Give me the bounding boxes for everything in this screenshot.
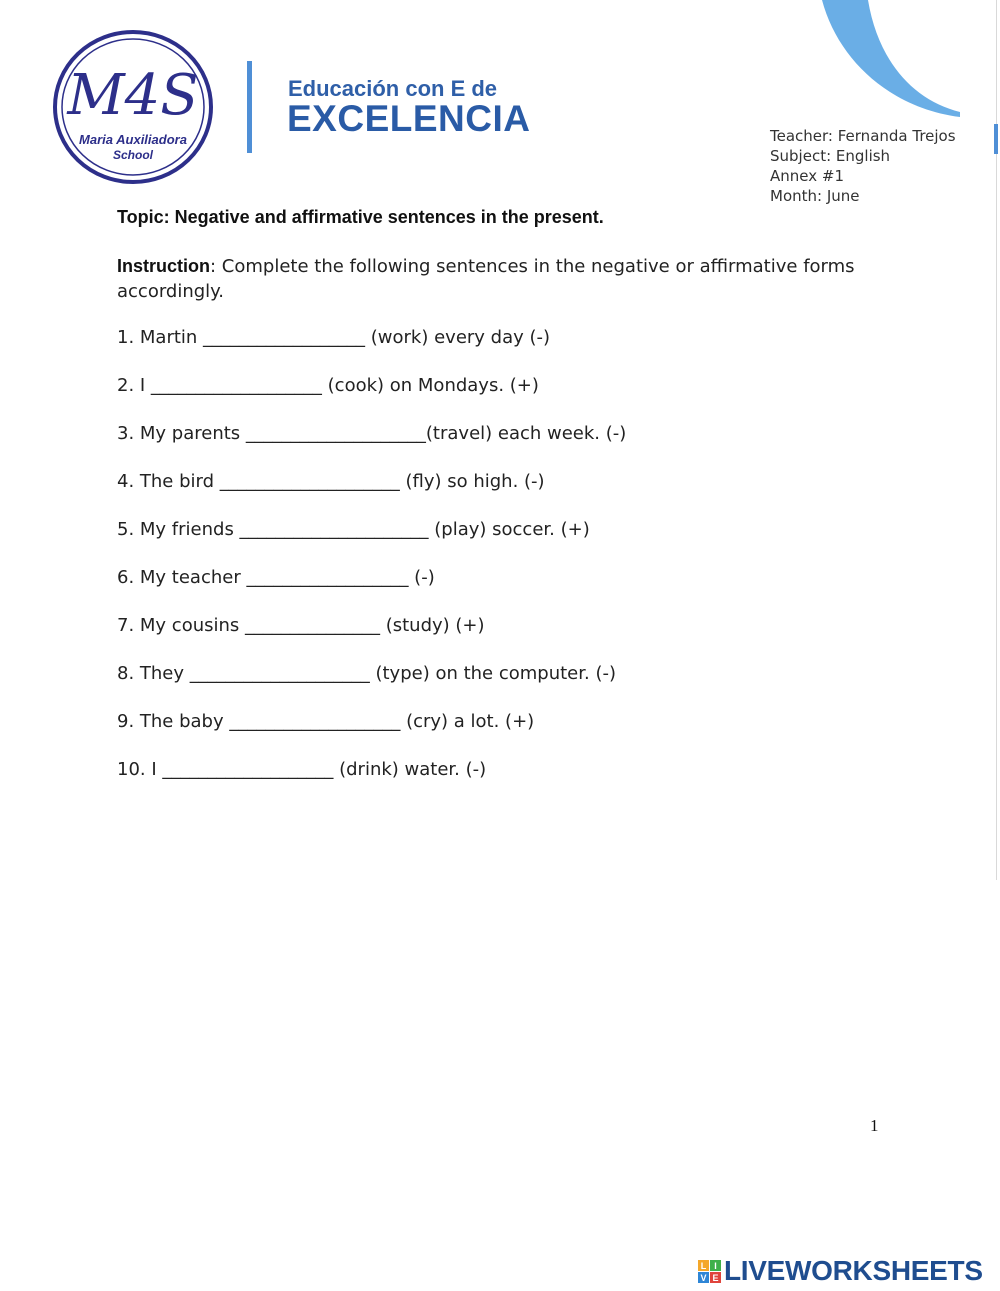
- svg-text:School: School: [112, 148, 154, 162]
- page-number: 1: [870, 1116, 879, 1135]
- annex: Annex #1: [770, 167, 844, 185]
- svg-text:M4S: M4S: [67, 63, 199, 128]
- teacher-name: Teacher: Fernanda Trejos: [770, 127, 956, 145]
- tagline-line2: EXCELENCIA: [287, 98, 531, 139]
- badge-letter: V: [700, 1273, 707, 1283]
- exercise-sentence-7: 7. My cousins _______________ (study) (+): [117, 615, 485, 636]
- liveworksheets-watermark: LIVEWORKSHEETS: [724, 1255, 983, 1286]
- exercise-sentence-9: 9. The baby ___________________ (cry) a lot. (+): [117, 711, 535, 732]
- exercise-list: [117, 326, 626, 806]
- worksheet-meta: [770, 126, 956, 206]
- exercise-sentence-3: 3. My parents ____________________(travel) each week. (-): [117, 423, 627, 444]
- exercise-sentence-5: 5. My friends _____________________ (play) soccer. (+): [117, 519, 590, 540]
- exercise-sentence-1: 1. Martin __________________ (work) every day (-): [117, 327, 551, 348]
- exercise-sentence-6: 6. My teacher __________________ (-): [117, 567, 435, 588]
- tagline-line1: Educación con E de: [288, 76, 498, 101]
- liveworksheets-badge-icon: [698, 1260, 722, 1284]
- topic-heading: Topic: Negative and affirmative sentences in the present.: [117, 207, 604, 227]
- month: Month: June: [770, 187, 860, 205]
- exercise-sentence-4: 4. The bird ____________________ (fly) so high. (-): [117, 471, 545, 492]
- exercise-sentence-8: 8. They ____________________ (type) on the computer. (-): [117, 663, 616, 684]
- logo-divider: [247, 61, 252, 153]
- exercise-sentence-2: 2. I ___________________ (cook) on Mondays. (+): [117, 375, 539, 396]
- instruction-text: : Complete the following sentences in the negative or affirmative forms accordingly.: [117, 256, 855, 302]
- badge-letter: I: [714, 1261, 717, 1271]
- page-edge-accent: [994, 124, 998, 154]
- badge-letter: E: [712, 1273, 719, 1283]
- exercise-sentence-10: 10. I ___________________ (drink) water. (-): [117, 759, 487, 780]
- decorative-corner-arc: [820, 0, 1000, 125]
- badge-letter: L: [700, 1261, 707, 1271]
- subject: Subject: English: [770, 147, 891, 165]
- instruction-label: Instruction: [117, 256, 210, 276]
- instruction: [117, 254, 857, 304]
- svg-text:Maria Auxiliadora: Maria Auxiliadora: [79, 132, 187, 147]
- school-logo: [52, 28, 214, 186]
